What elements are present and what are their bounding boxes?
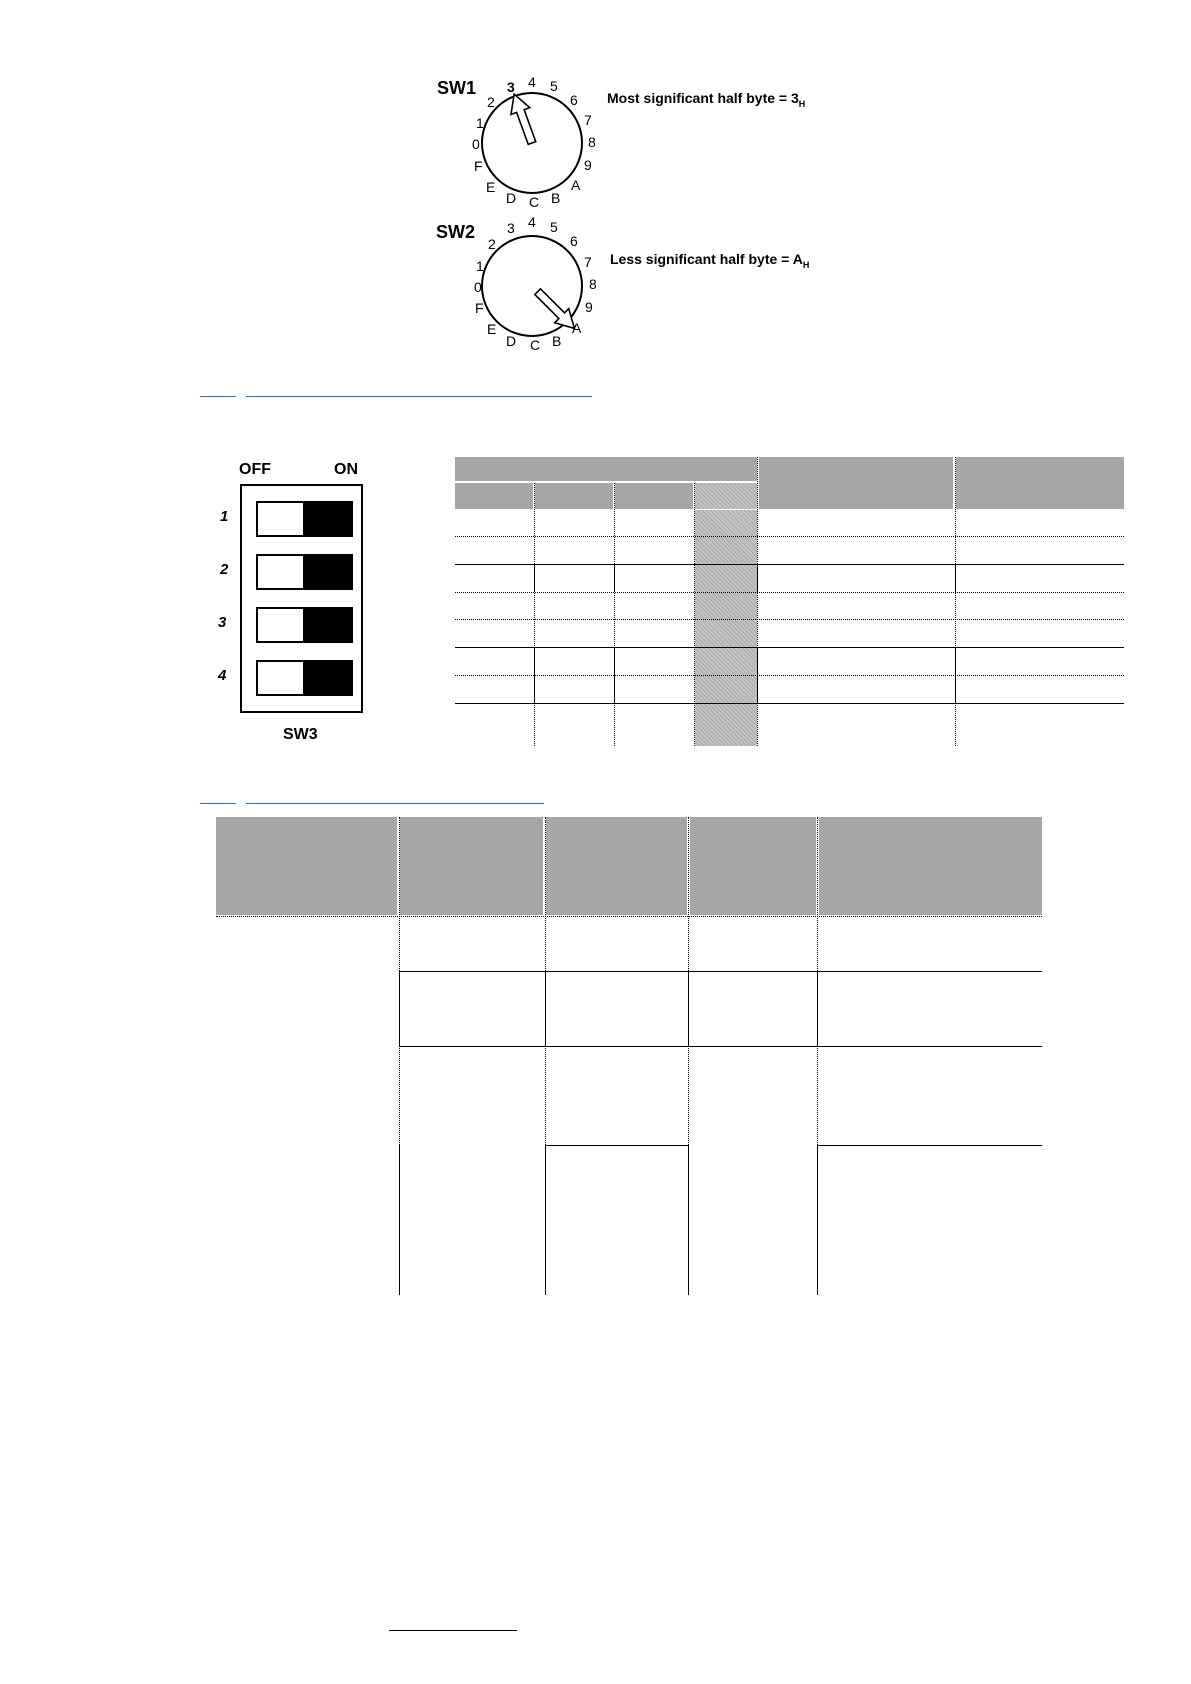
- section-rule-1-long: [246, 396, 592, 397]
- sw2-label: SW2: [436, 222, 476, 242]
- sw2-caption-sub: H: [802, 259, 810, 270]
- sw1-pos-b: B: [551, 190, 561, 206]
- footnote-separator: [389, 1630, 517, 1631]
- table1-col-solid: [614, 564, 615, 592]
- table2-col-solid: [688, 1145, 689, 1295]
- sw2-pos-a: A: [572, 320, 582, 336]
- sw2-pos-f: F: [475, 300, 484, 316]
- table1-row-line: [455, 564, 1124, 565]
- table2-header-col4: [690, 817, 816, 915]
- sw1-pos-a: A: [571, 177, 581, 193]
- dip-switch-4-knob: [303, 662, 351, 694]
- table1-row-line: [455, 703, 1124, 704]
- table2-col-solid: [399, 1145, 400, 1295]
- table2-row-line: [399, 971, 1042, 972]
- sw2-pos-1: 1: [476, 258, 484, 274]
- table1-row-line: [455, 619, 1124, 620]
- dip-switch-3[interactable]: [256, 607, 353, 643]
- table1-col-line: [694, 483, 695, 746]
- table2-col-solid: [817, 971, 818, 1046]
- sw2-pos-6: 6: [570, 233, 578, 249]
- table2-header-col2: [400, 817, 543, 915]
- sw2-caption: [610, 251, 809, 270]
- sw1-pos-6: 6: [570, 92, 578, 108]
- table2-col-solid: [817, 1145, 818, 1295]
- table1-col-solid: [534, 564, 535, 592]
- sw2-pos-9: 9: [585, 299, 593, 315]
- sw1-pos-d: D: [506, 190, 517, 206]
- sw2-pos-c: C: [530, 337, 541, 353]
- dip-switch-name: SW3: [283, 726, 318, 743]
- sw1-pos-e: E: [486, 179, 496, 195]
- table1-header-col6: [956, 457, 1124, 509]
- dip-number-3: 3: [218, 614, 227, 631]
- table2-col-solid: [545, 1145, 546, 1295]
- sw2-caption-text: Less significant half byte = A: [610, 251, 803, 267]
- section-rule-2-long: [246, 803, 544, 804]
- sw2-pos-7: 7: [584, 254, 592, 270]
- sw2-pos-3: 3: [507, 220, 515, 236]
- table2-header-col1: [216, 817, 397, 915]
- dip-number-4: 4: [218, 667, 227, 684]
- dip-switch-1[interactable]: [256, 501, 353, 537]
- sw1-pos-7: 7: [584, 112, 592, 128]
- sw2-pos-5: 5: [550, 219, 558, 235]
- table1-col-line: [614, 483, 615, 746]
- dip-switch-1-knob: [303, 503, 351, 535]
- table1-header-sub3: [615, 483, 693, 509]
- table2-col-solid: [688, 971, 689, 1046]
- sw2-dial: [0, 0, 1191, 380]
- table2-header-bottom: [216, 916, 1042, 917]
- table2-col-solid: [545, 971, 546, 1046]
- sw2-pos-b: B: [552, 333, 562, 349]
- table1-col-solid: [614, 647, 615, 703]
- dip-number-2: 2: [220, 561, 229, 578]
- sw2-pos-d: D: [506, 333, 517, 349]
- table1-col-line: [534, 483, 535, 746]
- sw1-pos-0: 0: [472, 136, 480, 152]
- sw1-pos-2: 2: [487, 94, 495, 110]
- table1-col-solid: [955, 564, 956, 592]
- sw2-pos-8: 8: [589, 276, 597, 292]
- table1-header-col5: [759, 457, 953, 509]
- sw2-pos-e: E: [487, 321, 497, 337]
- sw1-pos-f: F: [474, 158, 483, 174]
- table2-header-col3: [546, 817, 687, 915]
- table1-hatched-column: [695, 510, 757, 746]
- sw1-pos-4: 4: [528, 74, 536, 90]
- table2-row-line: [817, 1145, 1042, 1146]
- table1-col-solid: [955, 647, 956, 703]
- dip-off-label: OFF: [239, 461, 271, 478]
- section-rule-2-short: [200, 803, 236, 804]
- dip-number-1: 1: [220, 508, 229, 525]
- sw2-pos-0: 0: [474, 279, 482, 295]
- sw1-pos-3: 3: [507, 79, 515, 95]
- sw2-pos-2: 2: [488, 236, 496, 252]
- dip-switch-body: [240, 484, 363, 713]
- table1-header-sub1: [455, 483, 533, 509]
- sw1-caption-sub: H: [798, 98, 806, 109]
- sw1-caption-text: Most significant half byte = 3: [607, 90, 799, 106]
- sw1-pos-1: 1: [476, 115, 484, 131]
- sw1-pos-c: C: [529, 194, 540, 210]
- table2-col-solid: [399, 971, 400, 1046]
- table1-col-solid: [757, 647, 758, 703]
- table1-col-solid: [757, 564, 758, 592]
- table1-col-solid: [534, 647, 535, 703]
- table1-row-line: [455, 675, 1124, 676]
- sw1-pos-8: 8: [588, 134, 596, 150]
- sw1-label: SW1: [437, 78, 477, 98]
- sw1-pos-9: 9: [584, 157, 592, 173]
- table2-row-line: [545, 1145, 688, 1146]
- table1-header-sub4: [695, 483, 757, 509]
- table1-row-line: [455, 536, 1124, 537]
- dip-on-label: ON: [334, 461, 358, 478]
- table1-row-line: [455, 592, 1124, 593]
- dip-switch-2-knob: [303, 556, 351, 588]
- sw1-pos-5: 5: [550, 78, 558, 94]
- sw2-pos-4: 4: [528, 214, 536, 230]
- dip-switch-2[interactable]: [256, 554, 353, 590]
- table2-row-line: [399, 1046, 1042, 1047]
- dip-switch-3-knob: [303, 609, 351, 641]
- table1-row-line: [455, 647, 1124, 648]
- section-rule-1-short: [200, 396, 236, 397]
- table2-header-col5: [819, 817, 1042, 915]
- table1-header-sub2: [535, 483, 613, 509]
- table1-header-group: [455, 457, 757, 481]
- dip-switch-4[interactable]: [256, 660, 353, 696]
